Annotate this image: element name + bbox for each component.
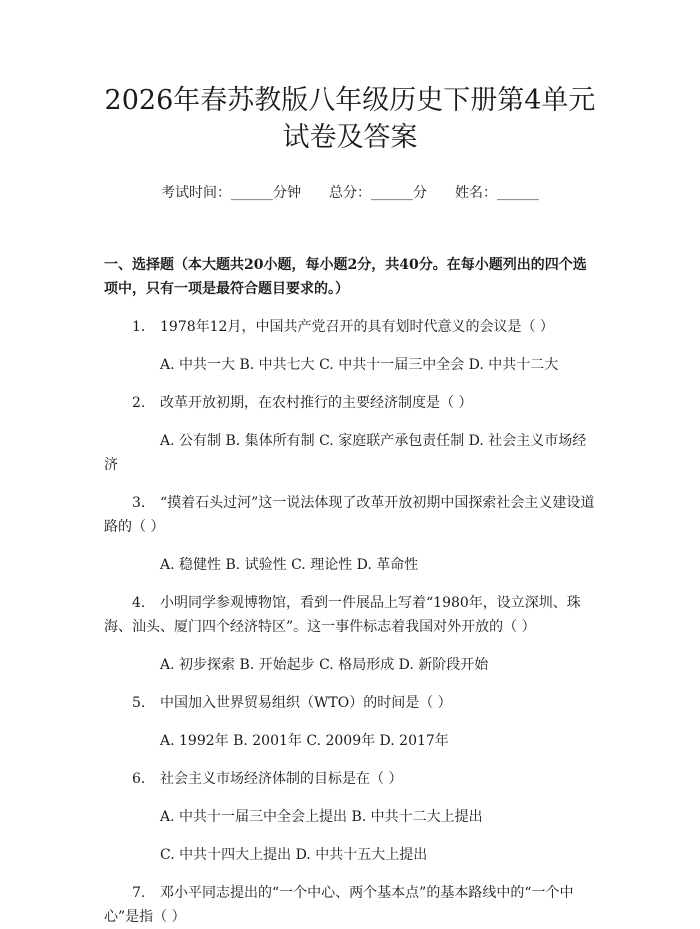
question-list: [104, 315, 596, 929]
question-text: 中国加入世界贸易组织（WTO）的时间是（ ）: [160, 695, 452, 711]
question-4-options: A. 初步探索 B. 开始起步 C. 格局形成 D. 新阶段开始: [160, 657, 489, 673]
exam-info: [104, 183, 596, 203]
question-2-options: A. 公有制 B. 集体所有制 C. 家庭联产承包责任制 D. 社会主义市场经济: [104, 433, 587, 473]
question-number: 3.: [132, 495, 146, 511]
question-number: 4.: [132, 595, 146, 611]
section-heading: 一、选择题（本大题共20小题，每小题2分，共40分。在每小题列出的四个选项中，只有一项是最符合题目要求的。）: [104, 257, 587, 297]
question-5-options: A. 1992年 B. 2001年 C. 2009年 D. 2017年: [160, 733, 449, 749]
question-1: [104, 315, 596, 339]
question-text: 小明同学参观博物馆，看到一件展品上写着“1980年，设立深圳、珠海、汕头、厦门四个经济特区”。这一事件标志着我国对外开放的（ ）: [104, 595, 581, 635]
exam-time: 考试时间：______分钟: [161, 185, 301, 201]
question-number: 2.: [132, 395, 146, 411]
question-number: 6.: [132, 771, 146, 787]
question-number: 5.: [132, 695, 146, 711]
document-title: 2026年春苏教版八年级历史下册第4单元试卷及答案: [104, 85, 596, 153]
question-text: 社会主义市场经济体制的目标是在（ ）: [160, 771, 403, 787]
question-3-options: A. 稳健性 B. 试验性 C. 理论性 D. 革命性: [160, 557, 419, 573]
question-4: [104, 591, 596, 639]
question-6-options-line-2: C. 中共十四大上提出 D. 中共十五大上提出: [160, 847, 428, 863]
question-5: [104, 691, 596, 715]
question-text: 1978年12月，中国共产党召开的具有划时代意义的会议是（ ）: [160, 319, 554, 335]
question-6-options-line-1: A. 中共十一届三中全会上提出 B. 中共十二大上提出: [160, 809, 483, 825]
exam-total-score: 总分：______分: [329, 185, 427, 201]
question-text: “摸着石头过河”这一说法体现了改革开放初期中国探索社会主义建设道路的（ ）: [104, 495, 595, 535]
question-text: 改革开放初期，在农村推行的主要经济制度是（ ）: [160, 395, 473, 411]
question-7: [104, 881, 596, 929]
question-2: [104, 391, 596, 415]
student-name: 姓名：______: [455, 185, 539, 201]
question-number: 1.: [132, 319, 146, 335]
question-6: [104, 767, 596, 791]
question-1-options: A. 中共一大 B. 中共七大 C. 中共十一届三中全会 D. 中共十二大: [160, 357, 559, 373]
question-number: 7.: [132, 885, 146, 901]
question-text: 邓小平同志提出的“一个中心、两个基本点”的基本路线中的“一个中心”是指（ ）: [104, 885, 574, 925]
question-3: [104, 491, 596, 539]
